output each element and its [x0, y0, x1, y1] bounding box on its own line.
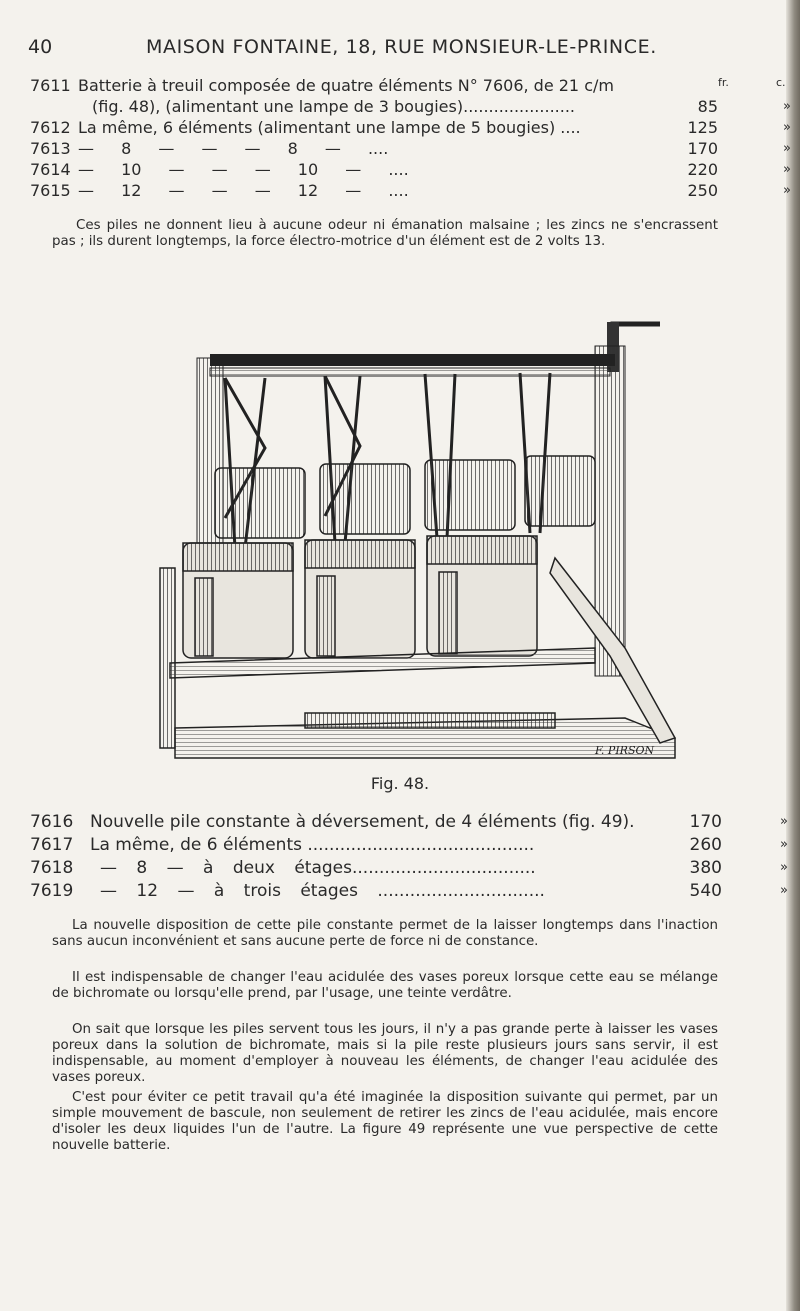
price-row	[0, 139, 790, 159]
price-row	[0, 97, 790, 117]
item-description: — 12 — — — 12 — ....	[78, 181, 409, 200]
price-row	[0, 834, 790, 856]
item-price: 380	[689, 858, 722, 878]
item-centimes: »	[780, 860, 788, 875]
item-number: 7611	[30, 76, 71, 95]
price-row	[0, 857, 790, 879]
item-price: 125	[687, 118, 718, 137]
item-description: Nouvelle pile constante à déversement, de 4 éléments (fig. 49).	[90, 812, 635, 832]
item-number: 7618	[30, 858, 74, 878]
item-centimes: »	[783, 120, 791, 135]
item-number: 7617	[30, 835, 74, 855]
item-centimes: »	[783, 162, 791, 177]
page-number: 40	[28, 36, 53, 58]
price-row	[0, 811, 790, 833]
item-description: — 8 — à deux étages..................................	[100, 858, 536, 878]
column-head-francs: fr.	[718, 76, 729, 89]
item-price: 250	[687, 181, 718, 200]
body-paragraph: Il est indispensable de changer l'eau acidulée des vases poreux lorsque cette eau se mélange de bichromate ou lorsqu'elle prend, par l'usage, une teinte verdâtre.	[52, 970, 718, 1001]
item-description: (fig. 48), (alimentant une lampe de 3 bougies)......................	[92, 97, 575, 116]
price-row	[0, 76, 790, 96]
item-description: — 12 — à trois étages ...............................	[100, 881, 545, 901]
item-number: 7619	[30, 881, 74, 901]
item-number: 7615	[30, 181, 71, 200]
note-paragraph: Ces piles ne donnent lieu à aucune odeur ni émanation malsaine ; les zincs ne s'encrassent pas ; ils durent longtemps, la force électro-motrice d'un élément est de 2 volts 13.	[52, 218, 718, 249]
column-head-centimes: c.	[776, 76, 786, 89]
item-description: La même, de 6 éléments ..........................................	[90, 835, 535, 855]
body-paragraph: La nouvelle disposition de cette pile constante permet de la laisser longtemps dans l'inaction sans aucun inconvénient et sans aucune perte de force ni de constance.	[52, 918, 718, 949]
price-row	[0, 160, 790, 180]
figure-caption: Fig. 48.	[370, 774, 430, 793]
page-header	[28, 36, 718, 64]
price-row	[0, 181, 790, 201]
item-description: La même, 6 éléments (alimentant une lampe de 5 bougies) ....	[78, 118, 581, 137]
item-centimes: »	[783, 183, 791, 198]
item-number: 7612	[30, 118, 71, 137]
item-centimes: »	[783, 99, 791, 114]
item-price: 260	[689, 835, 722, 855]
running-head: MAISON FONTAINE, 18, RUE MONSIEUR-LE-PRINCE.	[146, 36, 657, 58]
engraver-signature: F. PIRSON	[595, 744, 655, 757]
item-centimes: »	[780, 883, 788, 898]
item-price: 85	[697, 97, 718, 116]
item-price: 170	[687, 139, 718, 158]
item-description: — 8 — — — 8 — ....	[78, 139, 389, 158]
body-paragraph: C'est pour éviter ce petit travail qu'a été imaginée la disposition suivante qui permet, par un simple mouvement de bascule, non seulement de retirer les zincs de l'eau acidulée, mais encore d'isoler les deux liquides l'un de l'autre. La figure 49 représente une vue perspective de cette nouvelle batterie.	[52, 1090, 718, 1153]
item-centimes: »	[780, 814, 788, 829]
body-paragraph: On sait que lorsque les piles servent tous les jours, il n'y a pas grande perte à laisser les vases poreux dans la solution de bichromate, mais si la pile reste plusieurs jours sans servir, il est indispensable, au moment d'employer à nouveau les éléments, de changer l'eau acidulée des vases poreux.	[52, 1022, 718, 1085]
item-centimes: »	[780, 837, 788, 852]
item-number: 7616	[30, 812, 74, 832]
item-description: Batterie à treuil composée de quatre éléments N° 7606, de 21 c/m	[78, 76, 614, 95]
item-price: 170	[689, 812, 722, 832]
battery-engraving-figure	[155, 318, 685, 766]
item-centimes: »	[783, 141, 791, 156]
item-number: 7613	[30, 139, 71, 158]
item-price: 220	[687, 160, 718, 179]
item-description: — 10 — — — 10 — ....	[78, 160, 409, 179]
price-row	[0, 880, 790, 902]
item-price: 540	[689, 881, 722, 901]
price-row	[0, 118, 790, 138]
item-number: 7614	[30, 160, 71, 179]
